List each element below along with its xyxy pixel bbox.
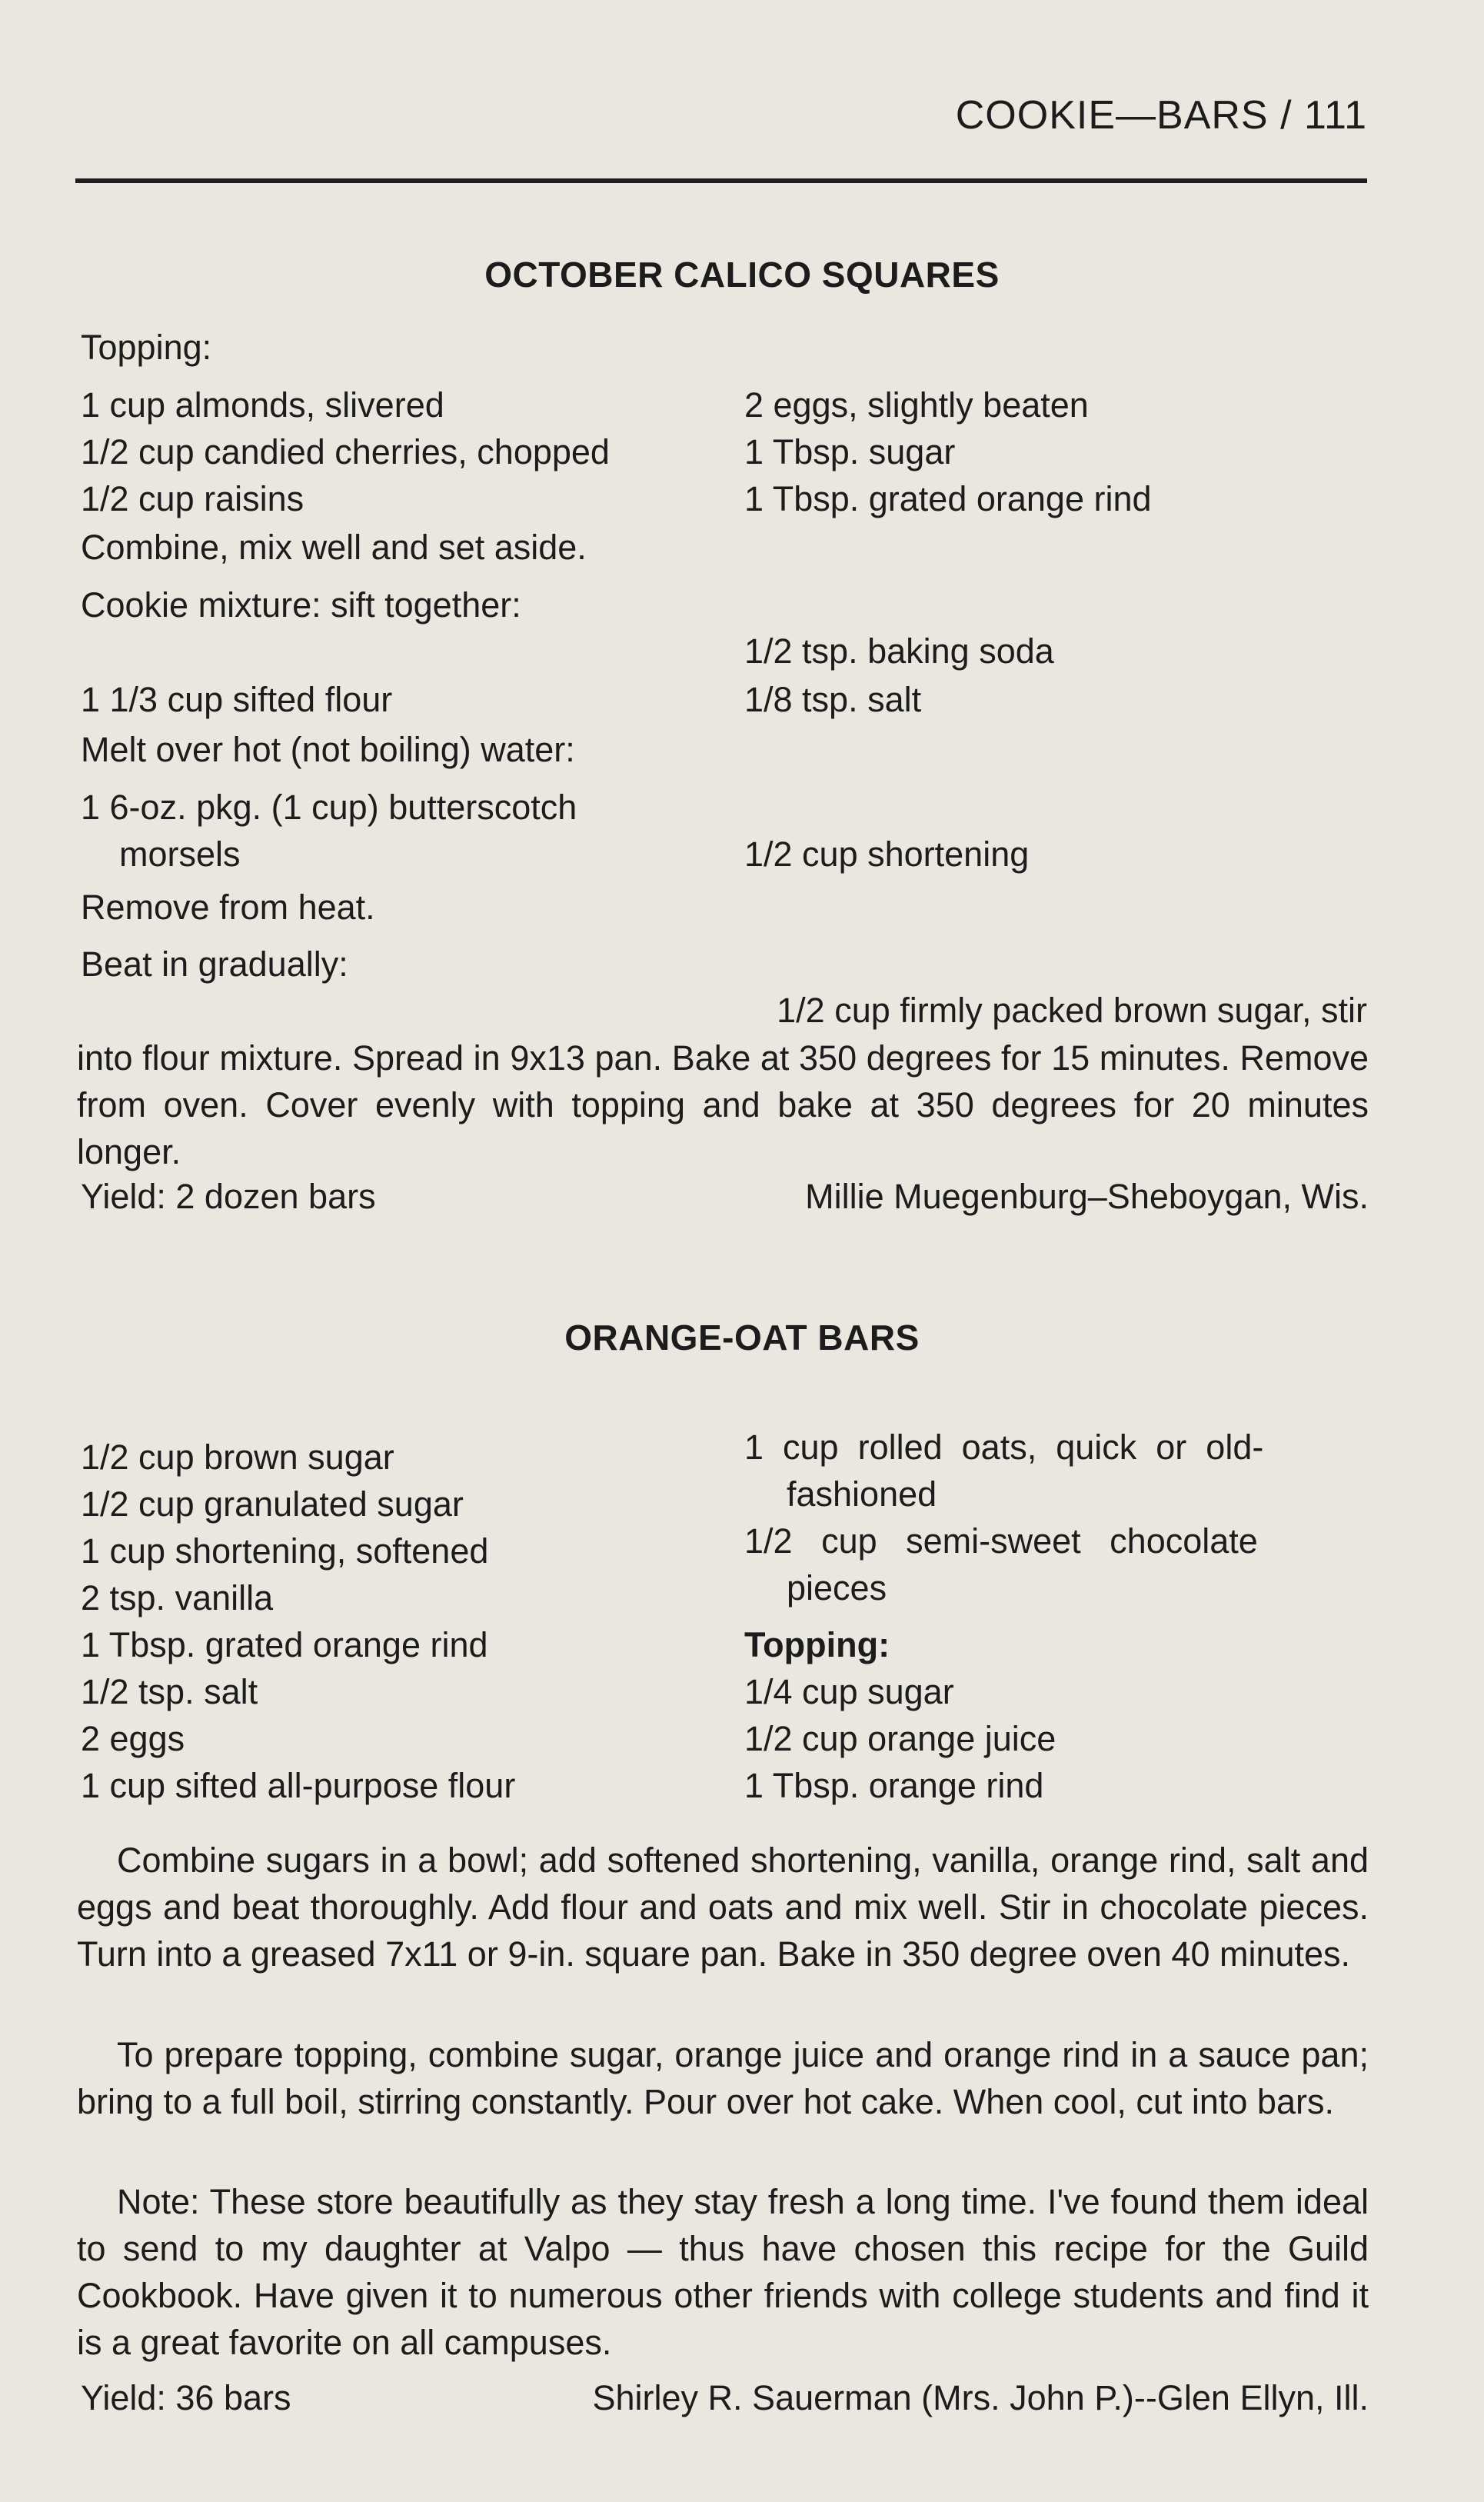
note-paragraph: Note: These store beautifully as they stay fresh a long time. I've found them ideal to send to my daughter at Valpo — thus have chosen this recipe for the Guild Cookbook. Have given it to numerous other friends with college students and find it is a great favorite on all campuses.	[77, 2182, 1369, 2362]
ingredient-line: 1/4 cup sugar	[744, 1672, 954, 1711]
topping-paragraph: To prepare topping, combine sugar, orange juice and orange rind in a sauce pan; bring to a full boil, stirring constantly. Pour over hot cake. When cool, cut into bars.	[77, 2035, 1369, 2121]
instruction-line: Beat in gradually:	[81, 944, 348, 984]
ingredient-line: 2 tsp. vanilla	[81, 1578, 274, 1617]
ingredient-line: pieces	[787, 1568, 887, 1607]
ingredient-line: 1 Tbsp. grated orange rind	[81, 1625, 488, 1664]
method-paragraph: into flour mixture. Spread in 9x13 pan. Bake at 350 degrees for 15 minutes. Remove from oven. Cover evenly with topping and bake at 350 degrees for 20 minutes longer.	[77, 1038, 1369, 1171]
instruction-line: Combine, mix well and set aside.	[81, 528, 587, 567]
running-head: COOKIE—BARS / 111	[955, 93, 1367, 138]
method-paragraph: Combine sugars in a bowl; add softened shortening, vanilla, orange rind, salt and eggs and beat thoroughly. Add flour and oats and mix well. Stir in chocolate pieces. Turn into a greased 7x11 or 9-in. square pan. Bake in 350 degree oven 40 minutes.	[77, 1841, 1369, 1974]
instruction-line: Melt over hot (not boiling) water:	[81, 730, 575, 769]
ingredient-line: 1 6-oz. pkg. (1 cup) butterscotch	[81, 788, 577, 827]
method-first-line: 1/2 cup firmly packed brown sugar, stir	[777, 991, 1367, 1030]
instruction-line: Cookie mixture: sift together:	[81, 585, 521, 625]
ingredient-line: 1 Tbsp. orange rind	[744, 1766, 1044, 1805]
contributor-name: Millie Muegenburg–Sheboygan, Wis.	[805, 1177, 1369, 1216]
ingredient-line: 1/2 cup candied cherries, chopped	[81, 432, 610, 471]
yield-text: Yield: 2 dozen bars	[81, 1177, 376, 1216]
ingredient-line: 1 cup sifted all-purpose flour	[81, 1766, 516, 1805]
topping-label: Topping:	[81, 328, 212, 367]
header-rule	[75, 178, 1367, 183]
yield-text: Yield: 36 bars	[81, 2378, 291, 2417]
ingredient-line: 1 1/3 cup sifted flour	[81, 680, 393, 719]
ingredient-line: 1/2 cup brown sugar	[81, 1438, 394, 1477]
ingredient-line: 1/2 cup semi-sweet chocolate	[744, 1521, 1258, 1561]
yield-signature-row	[81, 2378, 1369, 2418]
ingredient-line: 1/2 cup orange juice	[744, 1719, 1056, 1758]
ingredient-line: 1 Tbsp. sugar	[744, 432, 956, 471]
ingredient-line: 1/2 cup shortening	[744, 835, 1030, 874]
topping-label: Topping:	[744, 1625, 890, 1664]
ingredient-line: 1/2 cup raisins	[81, 479, 304, 518]
ingredient-line: 1/8 tsp. salt	[744, 680, 922, 719]
ingredient-line: 1 Tbsp. grated orange rind	[744, 479, 1152, 518]
ingredient-line: 2 eggs	[81, 1719, 185, 1758]
ingredient-line: 1 cup almonds, slivered	[81, 385, 444, 425]
ingredient-line: 1 cup shortening, softened	[81, 1531, 489, 1571]
recipe-title-orange-oat-bars: ORANGE-OAT BARS	[564, 1318, 920, 1358]
ingredient-line: fashioned	[787, 1474, 937, 1514]
ingredient-line: 2 eggs, slightly beaten	[744, 385, 1089, 425]
contributor-name: Shirley R. Sauerman (Mrs. John P.)--Glen Ellyn, Ill.	[592, 2378, 1369, 2417]
ingredient-line: 1/2 cup granulated sugar	[81, 1484, 464, 1524]
ingredient-line: 1/2 tsp. baking soda	[744, 631, 1054, 671]
ingredient-line: 1/2 tsp. salt	[81, 1672, 258, 1711]
ingredient-line: 1 cup rolled oats, quick or old-	[744, 1428, 1264, 1467]
ingredient-line: morsels	[119, 835, 241, 874]
instruction-line: Remove from heat.	[81, 888, 375, 927]
recipe-title-october-calico-squares: OCTOBER CALICO SQUARES	[484, 255, 1000, 295]
yield-signature-row	[81, 1177, 1369, 1217]
